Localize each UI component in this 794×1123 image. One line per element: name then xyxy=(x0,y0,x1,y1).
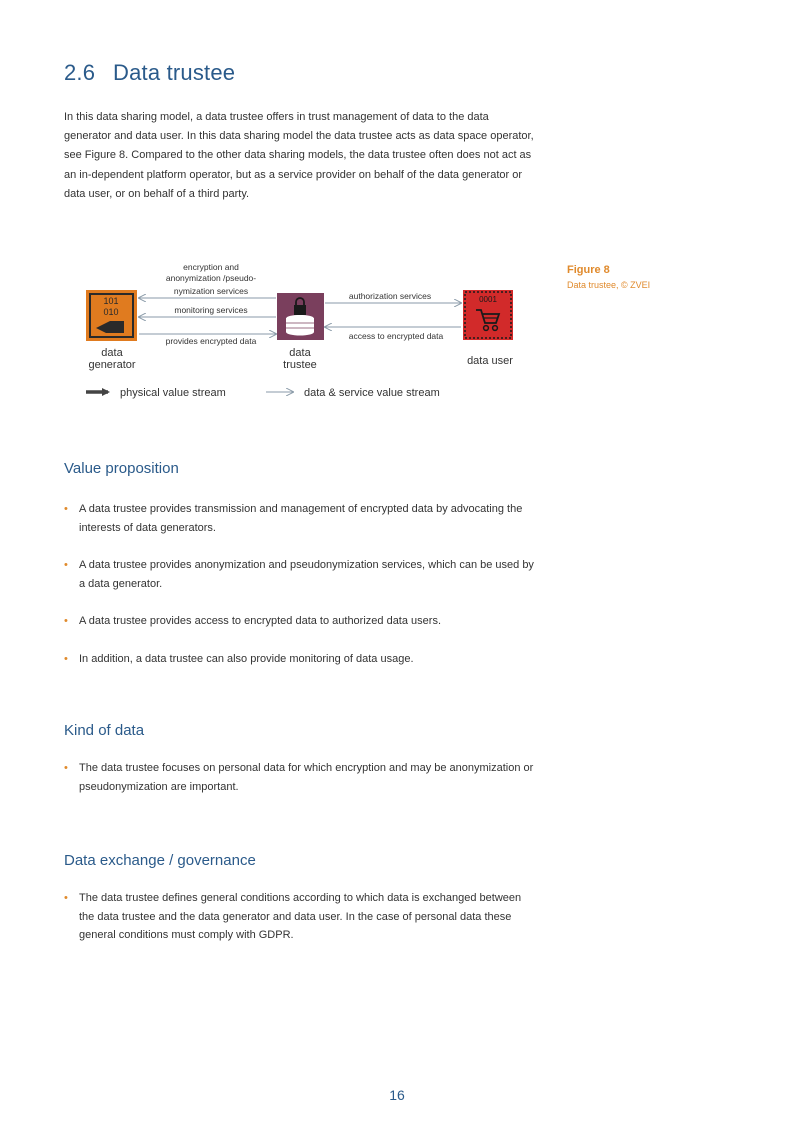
bullet-icon: • xyxy=(64,652,68,665)
list-item xyxy=(64,759,534,796)
list-item-text: The data trustee focuses on personal data for which encryption and may be anonymization or pseudonymization are important. xyxy=(79,762,534,793)
bullet-icon: • xyxy=(64,762,68,774)
data-user-icon xyxy=(463,290,513,340)
bullet-icon: • xyxy=(64,559,68,571)
authorization-label: authorization services xyxy=(348,291,432,301)
list-item-text: A data trustee provides anonymization and pseudonymization services, which can be used by a data generator. xyxy=(79,559,534,590)
data-trustee-icon xyxy=(277,293,324,340)
figure-label: Figure 8 xyxy=(567,264,610,276)
governance-heading: Data exchange / governance xyxy=(64,852,256,869)
list-item xyxy=(64,612,534,631)
generator-icon-bits-1: 101 xyxy=(103,296,119,306)
governance-list xyxy=(64,889,534,945)
monitoring-label: monitoring services xyxy=(174,305,248,315)
trustee-label-2: trustee xyxy=(283,359,317,371)
list-item-text: The data trustee defines general conditions according to which data is exchanged between the data trustee and the data generator and data user. In the case of personal data these general conditions must comply with GDPR. xyxy=(79,892,522,941)
value-proposition-heading: Value proposition xyxy=(64,460,179,477)
list-item xyxy=(64,889,534,945)
generator-label-1: data xyxy=(101,347,123,359)
figure-caption xyxy=(567,264,747,290)
provides-label: provides encrypted data xyxy=(165,336,257,346)
value-proposition-list xyxy=(64,500,534,668)
list-item-text: A data trustee provides transmission and management of encrypted data by advocating the interests of data generators. xyxy=(79,503,523,534)
page-number: 16 xyxy=(389,1087,405,1103)
intro-paragraph: In this data sharing model, a data trustee offers in trust management of data to the data generator and data user. In this data sharing model the data trustee acts as data space operator, see Figure 8. Compared to the other data sharing models, the data trustee often does not act as an in-dependent platform operator, but as a service provider on behalf of the data generator or data user, or on behalf of a third party. xyxy=(64,111,534,200)
list-item xyxy=(64,556,534,593)
encryption-label-3: nymization services xyxy=(173,286,249,296)
user-icon-digits: 0001 xyxy=(479,295,497,304)
bullet-icon: • xyxy=(64,892,68,904)
generator-label-2: generator xyxy=(88,359,136,371)
list-item-text: In addition, a data trustee can also provide monitoring of data usage. xyxy=(79,652,414,665)
data-trustee-diagram xyxy=(0,0,794,420)
access-label: access to encrypted data xyxy=(348,331,444,341)
data-stream-legend-label: data & service value stream xyxy=(304,387,440,399)
bullet-icon: • xyxy=(64,615,68,627)
list-item xyxy=(64,650,534,669)
section-number: 2.6 xyxy=(64,60,96,85)
list-item-text: A data trustee provides access to encrypted data to authorized data users. xyxy=(79,615,441,627)
section-title-text: Data trustee xyxy=(113,60,236,85)
kind-of-data-heading: Kind of data xyxy=(64,722,145,739)
figure-caption-text: Data trustee, © ZVEI xyxy=(567,280,651,290)
list-item xyxy=(64,500,534,537)
trustee-label-1: data xyxy=(289,347,311,359)
bullet-icon: • xyxy=(64,503,68,515)
user-label: data user xyxy=(467,355,513,367)
encryption-label-1: encryption and xyxy=(183,262,239,272)
generator-icon-bits-2: 010 xyxy=(103,307,119,317)
kind-of-data-list xyxy=(64,759,534,796)
physical-stream-legend-label: physical value stream xyxy=(120,387,226,399)
encryption-label-2: anonymization /pseudo- xyxy=(165,273,257,283)
data-generator-icon xyxy=(86,290,137,341)
